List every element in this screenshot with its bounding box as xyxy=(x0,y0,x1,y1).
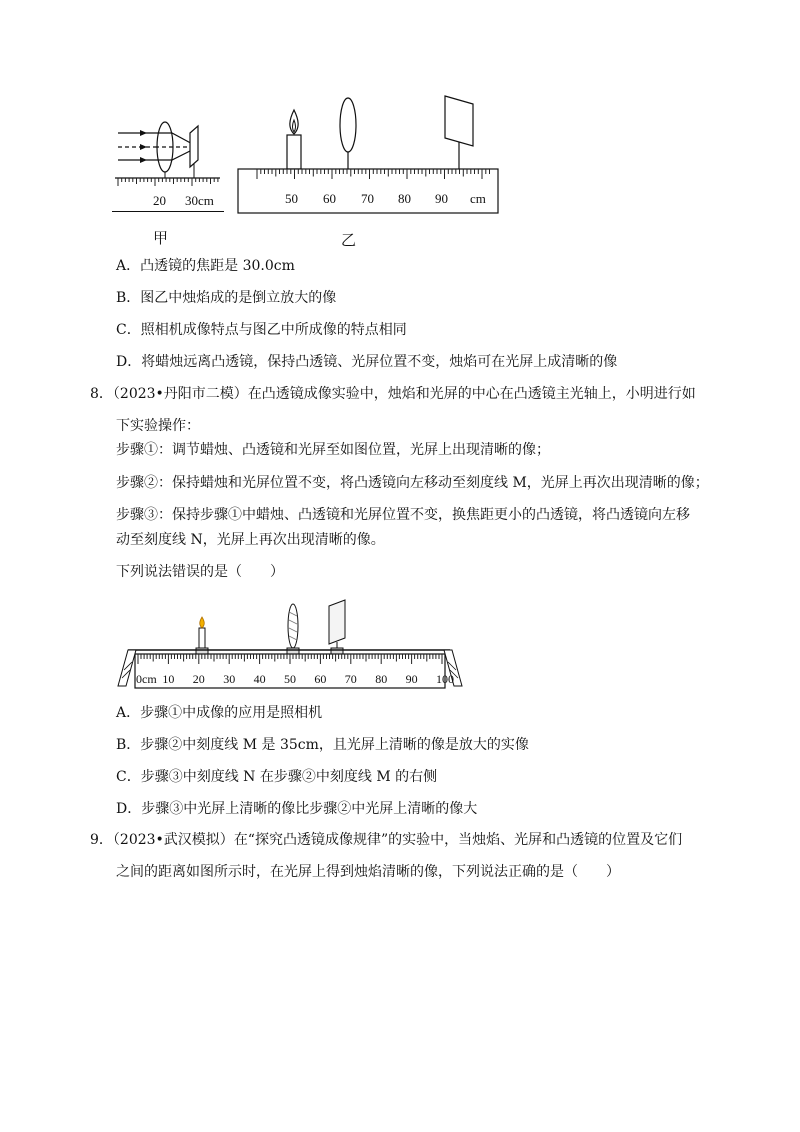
jia-baseline xyxy=(112,211,224,212)
q9-stem-line2: 之间的距离如图所示时，在光屏上得到烛焰清晰的像，下列说法正确的是（ ） xyxy=(116,864,620,880)
q9-stem-line1: 9．（2023•武汉模拟）在“探究凸透镜成像规律”的实验中，当烛焰、光屏和凸透镜的位置及它们 xyxy=(90,832,683,848)
q8-option-a: A．步骤①中成像的应用是照相机 xyxy=(116,705,323,721)
q8-option-b: B．步骤②中刻度线 M 是 35cm，且光屏上清晰的像是放大的实像 xyxy=(116,737,529,753)
jia-tick-30: 30cm xyxy=(185,193,214,208)
q8-option-c: C．步骤③中刻度线 N 在步骤②中刻度线 M 的右侧 xyxy=(116,769,438,785)
yi-tick-70: 70 xyxy=(361,191,374,206)
q8-stem-line2: 下实验操作： xyxy=(116,418,200,434)
bench-tick-label: 20 xyxy=(192,672,205,686)
q9-source: （2023•武汉模拟） xyxy=(112,832,234,848)
bench-tick-label: 80 xyxy=(375,672,388,686)
jia-tick-20: 20 xyxy=(153,193,166,208)
q8-step2: 步骤②：保持蜡烛和光屏位置不变，将凸透镜向左移动至刻度线 M，光屏上再次出现清晰的像； xyxy=(116,475,709,491)
q8-stem-line1: 8．（2023•丹阳市二模）在凸透镜成像实验中，烛焰和光屏的中心在凸透镜主光轴上，小明进行如 xyxy=(90,386,696,402)
q7-option-b: B．图乙中烛焰成的是倒立放大的像 xyxy=(116,290,337,306)
bench-tick-label: 70 xyxy=(344,672,357,686)
bench-tick-label: 30 xyxy=(223,672,236,686)
q7-option-c: C．照相机成像特点与图乙中所成像的特点相同 xyxy=(116,322,407,338)
q8-option-d: D．步骤③中光屏上清晰的像比步骤②中光屏上清晰的像大 xyxy=(116,801,478,817)
bench-tick-label: 60 xyxy=(314,672,327,686)
yi-tick-60: 60 xyxy=(323,191,336,206)
q8-step3-line1: 步骤③：保持步骤①中蜡烛、凸透镜和光屏位置不变，换焦距更小的凸透镜，将凸透镜向左移 xyxy=(116,507,690,523)
yi-tick-50: 50 xyxy=(285,191,298,206)
yi-tick-90: 90 xyxy=(435,191,448,206)
figure-yi-label: 乙 xyxy=(341,231,357,249)
figure-jia-label: 甲 xyxy=(153,229,169,247)
q7-option-d: D．将蜡烛远离凸透镜，保持凸透镜、光屏位置不变，烛焰可在光屏上成清晰的像 xyxy=(116,354,618,370)
bench-tick-label: 0cm xyxy=(136,672,157,686)
bench-tick-label: 50 xyxy=(284,672,296,686)
q8-number: 8． xyxy=(90,386,113,402)
bench-tick-label: 90 xyxy=(405,672,418,686)
q7-option-a: A．凸透镜的焦距是 30.0cm xyxy=(116,258,295,274)
q8-source: （2023•丹阳市二模） xyxy=(112,386,248,402)
q9-number: 9． xyxy=(90,832,113,848)
q8-question: 下列说法错误的是（ ） xyxy=(116,564,284,580)
yi-tick-80: 80 xyxy=(398,191,411,206)
bench-tick-label: 40 xyxy=(253,672,266,686)
q8-step1: 步骤①：调节蜡烛、凸透镜和光屏至如图位置，光屏上出现清晰的像； xyxy=(116,442,550,458)
figure-jia xyxy=(110,100,240,210)
bench-tick-label: 100 xyxy=(436,672,454,686)
bench-tick-label: 10 xyxy=(162,672,175,686)
q8-step3-line2: 动至刻度线 N，光屏上再次出现清晰的像。 xyxy=(116,532,385,548)
yi-tick-cm: cm xyxy=(470,191,486,206)
